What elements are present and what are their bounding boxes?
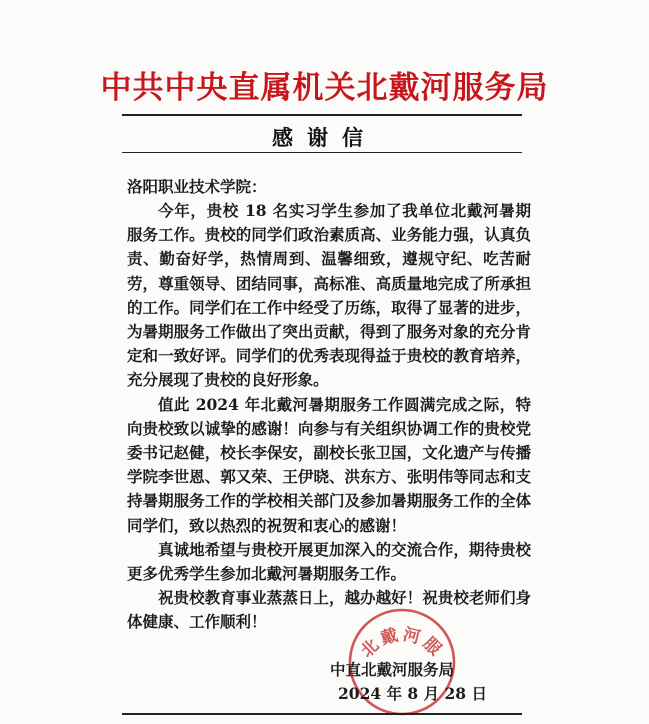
letter-body [127,199,531,635]
signature-organization: 中直北戴河服务局 [330,660,455,679]
signature-date: 2024 年 8 月 28 日 [338,684,487,703]
seal-text: 北戴河服 [357,624,447,662]
paragraph-3: 真诚地希望与贵校开展更加深入的交流合作，期待贵校更多优秀学生参加北戴河暑期服务工作。 [127,539,531,584]
letterhead-org-name: 中共中央直属机关北戴河服务局 [100,70,549,106]
paragraph-1: 今年，贵校 18 名实习学生参加了我单位北戴河暑期服务工作。贵校的同学们政治素质高、业务能力强，认真负责、勤奋好学，热情周到、温馨细致，遵规守纪、吃苦耐劳，尊重领导、团结同事，高标准、高质量地完成了所承担的工作。同学们在工作中经受了历练，取得了显著的进步，为暑期服务工作做出了突出贡献，得到了服务对象的充分肯定和一致好评。同学们的优秀表现得益于贵校的教育培养，充分展现了贵校的良好形象。 [127,201,531,390]
svg-text:北戴河服 [357,624,447,662]
footer-rule [122,713,522,715]
letterhead-rule-top [122,114,522,116]
paragraph-2: 值此 2024 年北戴河暑期服务工作圆满完成之际，特向贵校致以诚挚的感谢！向参与有关组织协调工作的贵校党委书记赵健，校长李保安，副校长张卫国，文化遗产与传播学院李世恩、郭又荣、王伊晓、洪东方、张明伟等同志和支持暑期服务工作的学校相关部门及参加暑期服务工作的全体同学们，致以热烈的祝贺和衷心的感谢！ [127,394,531,535]
letterhead-rule-bottom [122,152,522,153]
salutation: 洛阳职业技术学院： [127,177,267,196]
paragraph-4: 祝贵校教育事业蒸蒸日上，越办越好！祝贵校老师们身体健康、工作顺利！ [127,588,531,632]
letter-title: 感谢信 [272,125,377,150]
